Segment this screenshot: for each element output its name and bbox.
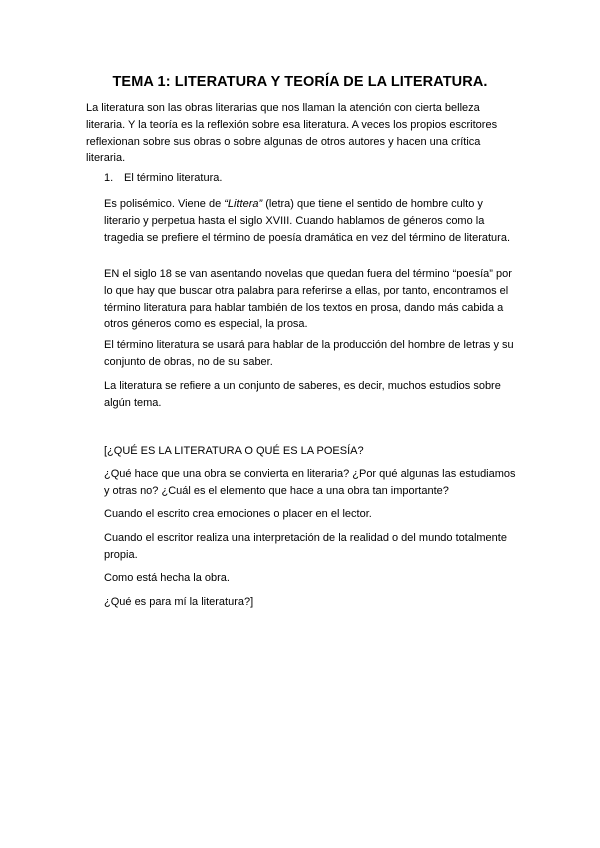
paragraph-hombre-de-letras: El término literatura se usará para hablar de la producción del hombre de letras y su conjunto de obras, no de su saber. (104, 339, 514, 368)
paragraph-polisemico (104, 196, 518, 246)
intro-paragraph: La literatura son las obras literarias que nos llaman la atención con cierta belleza literaria. Y la teoría es la reflexión sobre esa literatura. A veces los propios escritores reflexionan sobre sus obras o sobre algunas de otros autores y hacen una crítica literaria. (86, 102, 498, 165)
page-title: TEMA 1: LITERATURA Y TEORÍA DE LA LITERATURA. (112, 74, 488, 90)
answer-interpretacion: Cuando el escritor realiza una interpretación de la realidad o del mundo totalmente propia. (104, 532, 507, 561)
question-paragraph: ¿Qué hace que una obra se convierta en literaria? ¿Por qué algunas las estudiamos y otras no? ¿Cuál es el elemento que hace a una obra tan importante? (104, 468, 516, 497)
section-heading-text: El término literatura. (124, 172, 223, 184)
question-para-mi: ¿Qué es para mí la literatura?] (104, 596, 254, 608)
section-heading (104, 170, 504, 187)
answer-emociones: Cuando el escrito crea emociones o placer en el lector. (104, 508, 372, 520)
paragraph-conjunto-saberes: La literatura se refiere a un conjunto de saberes, es decir, muchos estudios sobre algún tema. (104, 380, 501, 409)
littera-term: “Littera” (224, 198, 263, 210)
paragraph-polisemico-start: Es polisémico. Viene de (104, 198, 225, 210)
section-number: 1. (104, 172, 114, 184)
answer-como-hecha: Como está hecha la obra. (104, 572, 230, 584)
paragraph-siglo-18: EN el siglo 18 se van asentando novelas que quedan fuera del término “poesía” por lo que hay que buscar otra palabra para referirse a ellas, por tanto, encontramos el término literatura para hablar también de los textos en prosa, dando más cabida a otros géneros como es especial, la prosa. (104, 268, 512, 331)
paragraph-polisemico-end: (letra) que tiene el sentido de hombre culto y literario y perpetua hasta el siglo XVIII. Cuando hablamos de géneros como la tragedia se prefiere el término de poesía dramática en vez del término de literatura. (104, 198, 510, 244)
question-heading: [¿QUÉ ES LA LITERATURA O QUÉ ES LA POESÍA? (104, 445, 364, 457)
